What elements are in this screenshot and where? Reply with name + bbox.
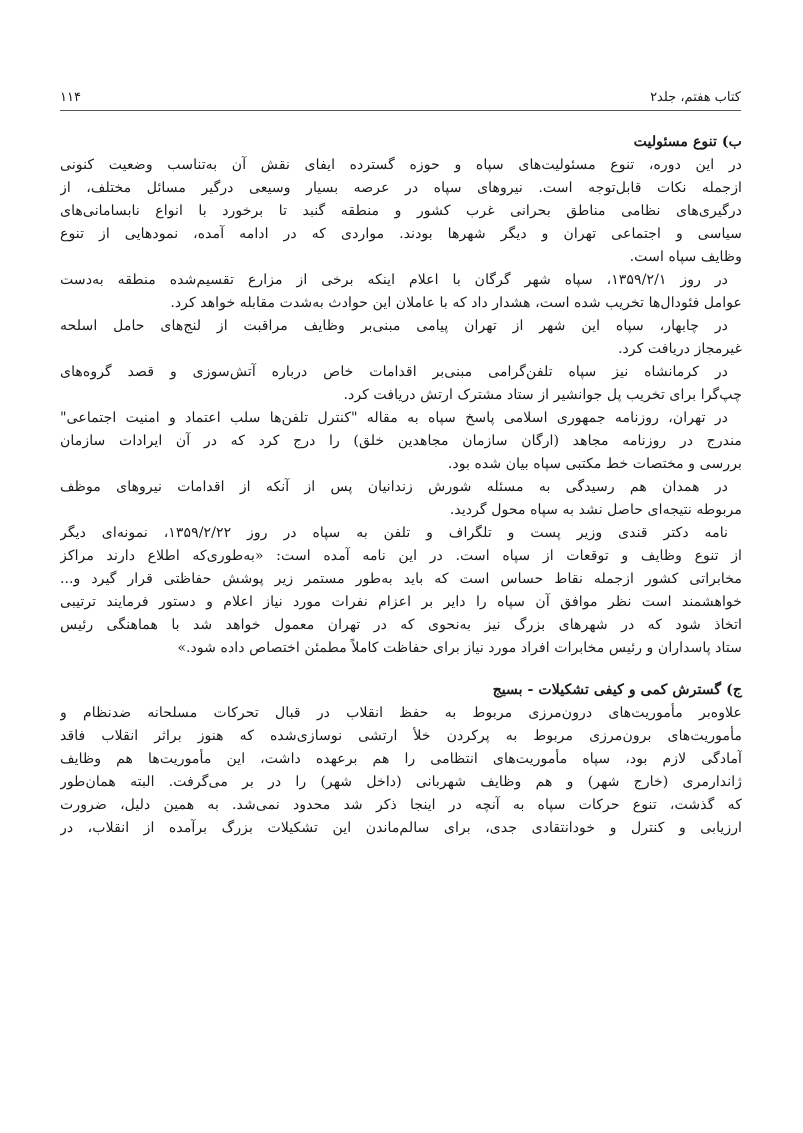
text-line: بررسی و مختصات خط مکتبی سپاه بیان شده بود. [447,456,742,472]
text-line: چپ‌گرا برای تخریب پل جوانشیر از ستاد مشترک ارتش دریافت کرد. [343,387,742,403]
text-line: مندرج در روزنامه مجاهد (ارگان سازمان مجاهدین خلق) را درج کرد که در آن ایرادات سازمان [60,433,742,449]
text-line: مأموریت‌های برون‌مرزی مربوط به پرکردن خلأ ارتشی نوسازی‌شده که هنوز براثر انقلاب فاقد [60,728,742,744]
text-line: علاوه‌بر مأموریت‌های درون‌مرزی مربوط به حفظ انقلاب در قبال تحرکات مسلحانه ضدنظام و [60,705,742,721]
page-number: ۱۱۴ [60,90,81,105]
text-line: غیرمجاز دریافت کرد. [617,341,742,357]
text-line: که گذشت، تنوع حرکات سپاه به آنچه در اینجا ذکر شد محدود نمی‌شد. به همین دلیل، ضرورت [60,797,742,813]
section-heading: ج) گسترش کمی و کیفی تشکیلات - بسیج [492,682,742,698]
text-line: سیاسی و اجتماعی تهران و دیگر شهرها بودند. مواردی که در ادامه آمده، نمودهایی از تنوع [60,226,742,242]
running-header [60,88,741,111]
text-line: مخابراتی کشور ازجمله نقاط حساس است که باید به‌طور مستمر زیر پوشش حفاظتی قرار گیرد و... [60,571,742,587]
text-line: درگیری‌های نظامی مناطق بحرانی غرب کشور و منطقه گنبد تا برخورد با انواع نابسامانی‌های [60,203,742,219]
text-line: نامه دکتر قندی وزیر پست و تلگراف و تلفن به سپاه در روز ۱۳۵۹/۲/۲۲، نمونه‌ای دیگر [60,525,728,541]
text-line: اتخاذ شود که در شهرهای بزرگ نیز به‌نحوی که در تهران معمول خواهد شد با هماهنگی رئیس [60,617,742,633]
text-line: آمادگی لازم بود، سپاه مأموریت‌های انتظامی را هم برعهده داشت، این مأموریت‌ها هم وظایف [60,751,742,767]
text-line: ژاندارمری (خارج شهر) و هم وظایف شهربانی (داخل شهر) را در بر می‌گرفت. البته همان‌طور [60,774,742,790]
text-line: در چابهار، سپاه این شهر از تهران پیامی مبنی‌بر وظایف مراقبت از لنج‌های حامل اسلحه [60,318,728,334]
text-line: در کرمانشاه نیز سپاه تلفن‌گرامی مبنی‌بر اقدامات خاص درباره آتش‌سوزی و قصد گروه‌های [60,364,728,380]
text-line: ازجمله نکات قابل‌توجه است. نیروهای سپاه در عرصه بسیار وسیعی درگیر مسائل مختلف، از [60,180,742,196]
section-c-body [60,702,742,840]
section-heading: ب) تنوع مسئولیت [633,134,742,150]
book-title: کتاب هفتم، جلد۲ [650,90,741,105]
section-b-body [60,154,742,660]
text-line: وظایف سپاه است. [629,249,742,265]
text-line: در این دوره، تنوع مسئولیت‌های سپاه و حوزه گسترده ایفای نقش آن به‌تناسب وضعیت کنونی [60,157,742,173]
text-line: در تهران، روزنامه جمهوری اسلامی پاسخ سپاه به مقاله "کنترل تلفن‌ها سلب اعتماد و امنیت اجتماعی" [60,410,728,426]
text-line: ارزیابی و کنترل و خودانتقادی جدی، برای سالم‌ماندن این تشکیلات بزرگ برآمده از انقلاب، در [60,820,742,836]
page-body [60,131,742,840]
text-line: خواهشمند است نظر موافق آن سپاه را دایر بر اعزام نفرات مورد نیاز اعلام و دستور فرمایند ترتیبی [60,594,742,610]
text-line: عوامل فئودال‌ها تخریب شده است، هشدار داد که با عاملان این حوادث به‌شدت مقابله خواهد کرد. [170,295,742,311]
text-line: در روز ۱۳۵۹/۲/۱، سپاه شهر گرگان با اعلام اینکه برخی از مزارع تقسیم‌شده منطقه به‌دست [60,272,728,288]
text-line: از تنوع وظایف و توقعات از سپاه است. در این نامه آمده است: «به‌طوری‌که اطلاع دارند مراکز [60,548,742,564]
text-line: ستاد پاسداران و رئیس مخابرات افراد مورد نیاز برای حفاظت کاملاً مطمئن اختصاص داده شود.» [177,640,742,656]
text-line: مربوطه نتیجه‌ای حاصل نشد به سپاه محول گردید. [449,502,742,518]
text-line: در همدان هم رسیدگی به مسئله شورش زندانیان پس از آنکه از اقدامات نیروهای موظف [60,479,728,495]
